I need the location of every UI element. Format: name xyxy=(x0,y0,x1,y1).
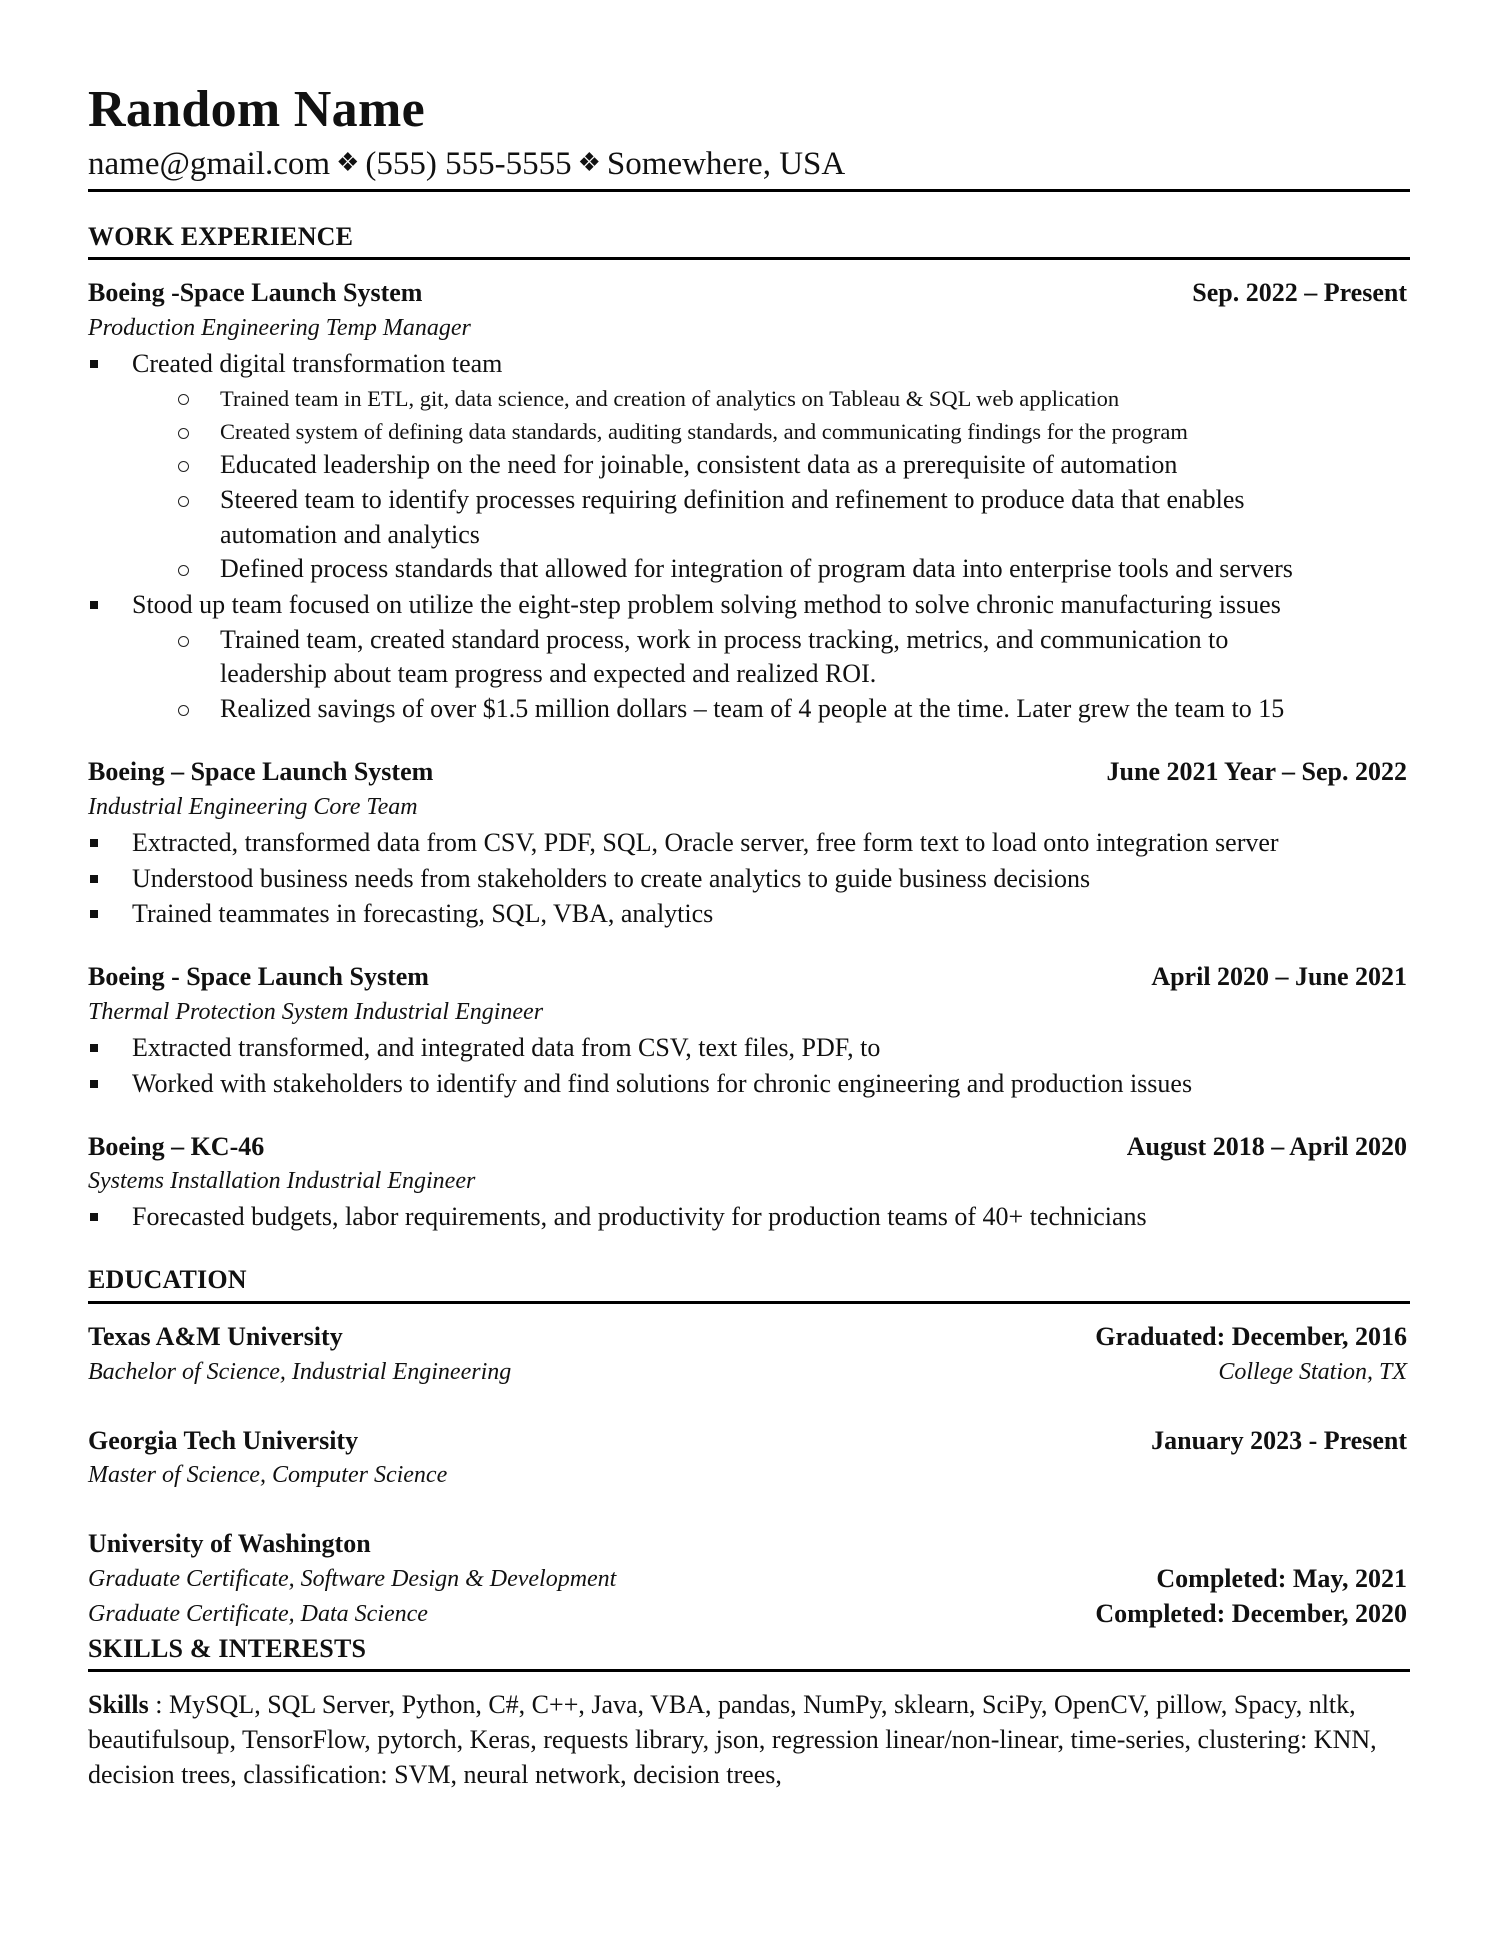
sub-bullet-text-continued: automation and analytics xyxy=(220,520,480,549)
circle-bullet-icon xyxy=(178,636,189,647)
bullet-text: Understood business needs from stakeholders to create analytics to guide business decisions xyxy=(132,864,1091,893)
sub-bullet-text: Trained team, created standard process, work in process tracking, metrics, and communication to xyxy=(220,625,1229,654)
square-bullet-icon xyxy=(90,910,98,918)
degree: Master of Science, Computer Science xyxy=(88,1462,448,1488)
phone-number: (555) 555-5555 xyxy=(365,146,572,182)
job-company: Boeing -Space Launch System xyxy=(88,278,423,307)
bullet-text: Trained teammates in forecasting, SQL, VBA, analytics xyxy=(132,899,714,928)
job-role: Systems Installation Industrial Engineer xyxy=(88,1168,476,1194)
job-dates: April 2020 – June 2021 xyxy=(1151,962,1407,991)
section-title-skills: SKILLS & INTERESTS xyxy=(88,1634,367,1663)
skills-separator: : xyxy=(148,1690,169,1719)
bullet-text: Extracted, transformed data from CSV, PDF, SQL, Oracle server, free form text to load onto integration server xyxy=(132,828,1279,857)
certificate-name: Graduate Certificate, Data Science xyxy=(88,1601,428,1627)
school-date: Graduated: December, 2016 xyxy=(1095,1322,1407,1351)
location: Somewhere, USA xyxy=(606,146,846,182)
bullet-text: Extracted transformed, and integrated data from CSV, text files, PDF, to xyxy=(132,1033,881,1062)
school-location: College Station, TX xyxy=(1218,1359,1407,1385)
skills-paragraph xyxy=(88,1687,1410,1792)
header-divider xyxy=(88,189,1410,192)
circle-bullet-icon xyxy=(178,428,189,439)
square-bullet-icon xyxy=(90,839,98,847)
diamond-separator-icon: ❖ xyxy=(336,148,360,177)
bullet-text: Forecasted budgets, labor requirements, and productivity for production teams of 40+ technicians xyxy=(132,1202,1147,1231)
school-name: Texas A&M University xyxy=(88,1322,343,1351)
section-divider xyxy=(88,257,1410,260)
job-dates: June 2021 Year – Sep. 2022 xyxy=(1106,757,1407,786)
certificate-date: Completed: May, 2021 xyxy=(1156,1564,1407,1593)
job-role: Thermal Protection System Industrial Engineer xyxy=(88,999,544,1025)
circle-bullet-icon xyxy=(178,496,189,507)
square-bullet-icon xyxy=(90,1044,98,1052)
square-bullet-icon xyxy=(90,360,98,368)
section-divider xyxy=(88,1301,1410,1304)
skills-label: Skills xyxy=(88,1690,149,1719)
job-role: Industrial Engineering Core Team xyxy=(88,794,418,820)
sub-bullet-text: Realized savings of over $1.5 million dollars – team of 4 people at the time. Later grew the team to 15 xyxy=(220,694,1285,723)
candidate-name: Random Name xyxy=(88,81,425,138)
circle-bullet-icon xyxy=(178,565,189,576)
sub-bullet-text: Created system of defining data standards, auditing standards, and communicating findings for the program xyxy=(220,419,1188,444)
job-dates: August 2018 – April 2020 xyxy=(1126,1132,1407,1161)
circle-bullet-icon xyxy=(178,394,189,405)
skills-list: MySQL, SQL Server, Python, C#, C++, Java, VBA, pandas, NumPy, sklearn, SciPy, OpenCV, pillow, Spacy, nltk, beautifulsoup, TensorFlow, pytorch, Keras, requests library, json, regression linear/non-linear, time-series, clustering: KNN, decision trees, classification: SVM, neural network, decision trees, xyxy=(88,1690,1377,1789)
job-company: Boeing – Space Launch System xyxy=(88,757,434,786)
certificate-date: Completed: December, 2020 xyxy=(1095,1599,1407,1628)
circle-bullet-icon xyxy=(178,705,189,716)
job-role: Production Engineering Temp Manager xyxy=(88,315,471,341)
square-bullet-icon xyxy=(90,875,98,883)
email-link[interactable]: name@gmail.com xyxy=(88,146,331,182)
circle-bullet-icon xyxy=(178,461,189,472)
diamond-separator-icon: ❖ xyxy=(577,148,601,177)
square-bullet-icon xyxy=(90,1080,98,1088)
sub-bullet-text: Trained team in ETL, git, data science, and creation of analytics on Tableau & SQL web application xyxy=(220,386,1120,411)
sub-bullet-text: Defined process standards that allowed for integration of program data into enterprise tools and servers xyxy=(220,554,1293,583)
certificate-name: Graduate Certificate, Software Design & Development xyxy=(88,1566,617,1592)
job-dates: Sep. 2022 – Present xyxy=(1192,278,1407,307)
sub-bullet-text: Steered team to identify processes requiring definition and refinement to produce data that enables xyxy=(220,485,1245,514)
school-name: Georgia Tech University xyxy=(88,1426,359,1455)
section-title-education: EDUCATION xyxy=(88,1265,247,1294)
sub-bullet-text-continued: leadership about team progress and expected and realized ROI. xyxy=(220,659,877,688)
job-company: Boeing - Space Launch System xyxy=(88,962,429,991)
school-name: University of Washington xyxy=(88,1529,371,1558)
section-divider xyxy=(88,1669,1410,1672)
sub-bullet-text: Educated leadership on the need for joinable, consistent data as a prerequisite of automation xyxy=(220,450,1178,479)
degree: Bachelor of Science, Industrial Engineering xyxy=(88,1359,512,1385)
section-title-work-experience: WORK EXPERIENCE xyxy=(88,222,354,251)
square-bullet-icon xyxy=(90,601,98,609)
contact-line xyxy=(88,148,845,181)
job-company: Boeing – KC-46 xyxy=(88,1132,265,1161)
school-date: January 2023 - Present xyxy=(1151,1426,1407,1455)
square-bullet-icon xyxy=(90,1213,98,1221)
bullet-text: Created digital transformation team xyxy=(132,349,503,378)
bullet-text: Stood up team focused on utilize the eight-step problem solving method to solve chronic manufacturing issues xyxy=(132,590,1281,619)
bullet-text: Worked with stakeholders to identify and find solutions for chronic engineering and production issues xyxy=(132,1069,1193,1098)
